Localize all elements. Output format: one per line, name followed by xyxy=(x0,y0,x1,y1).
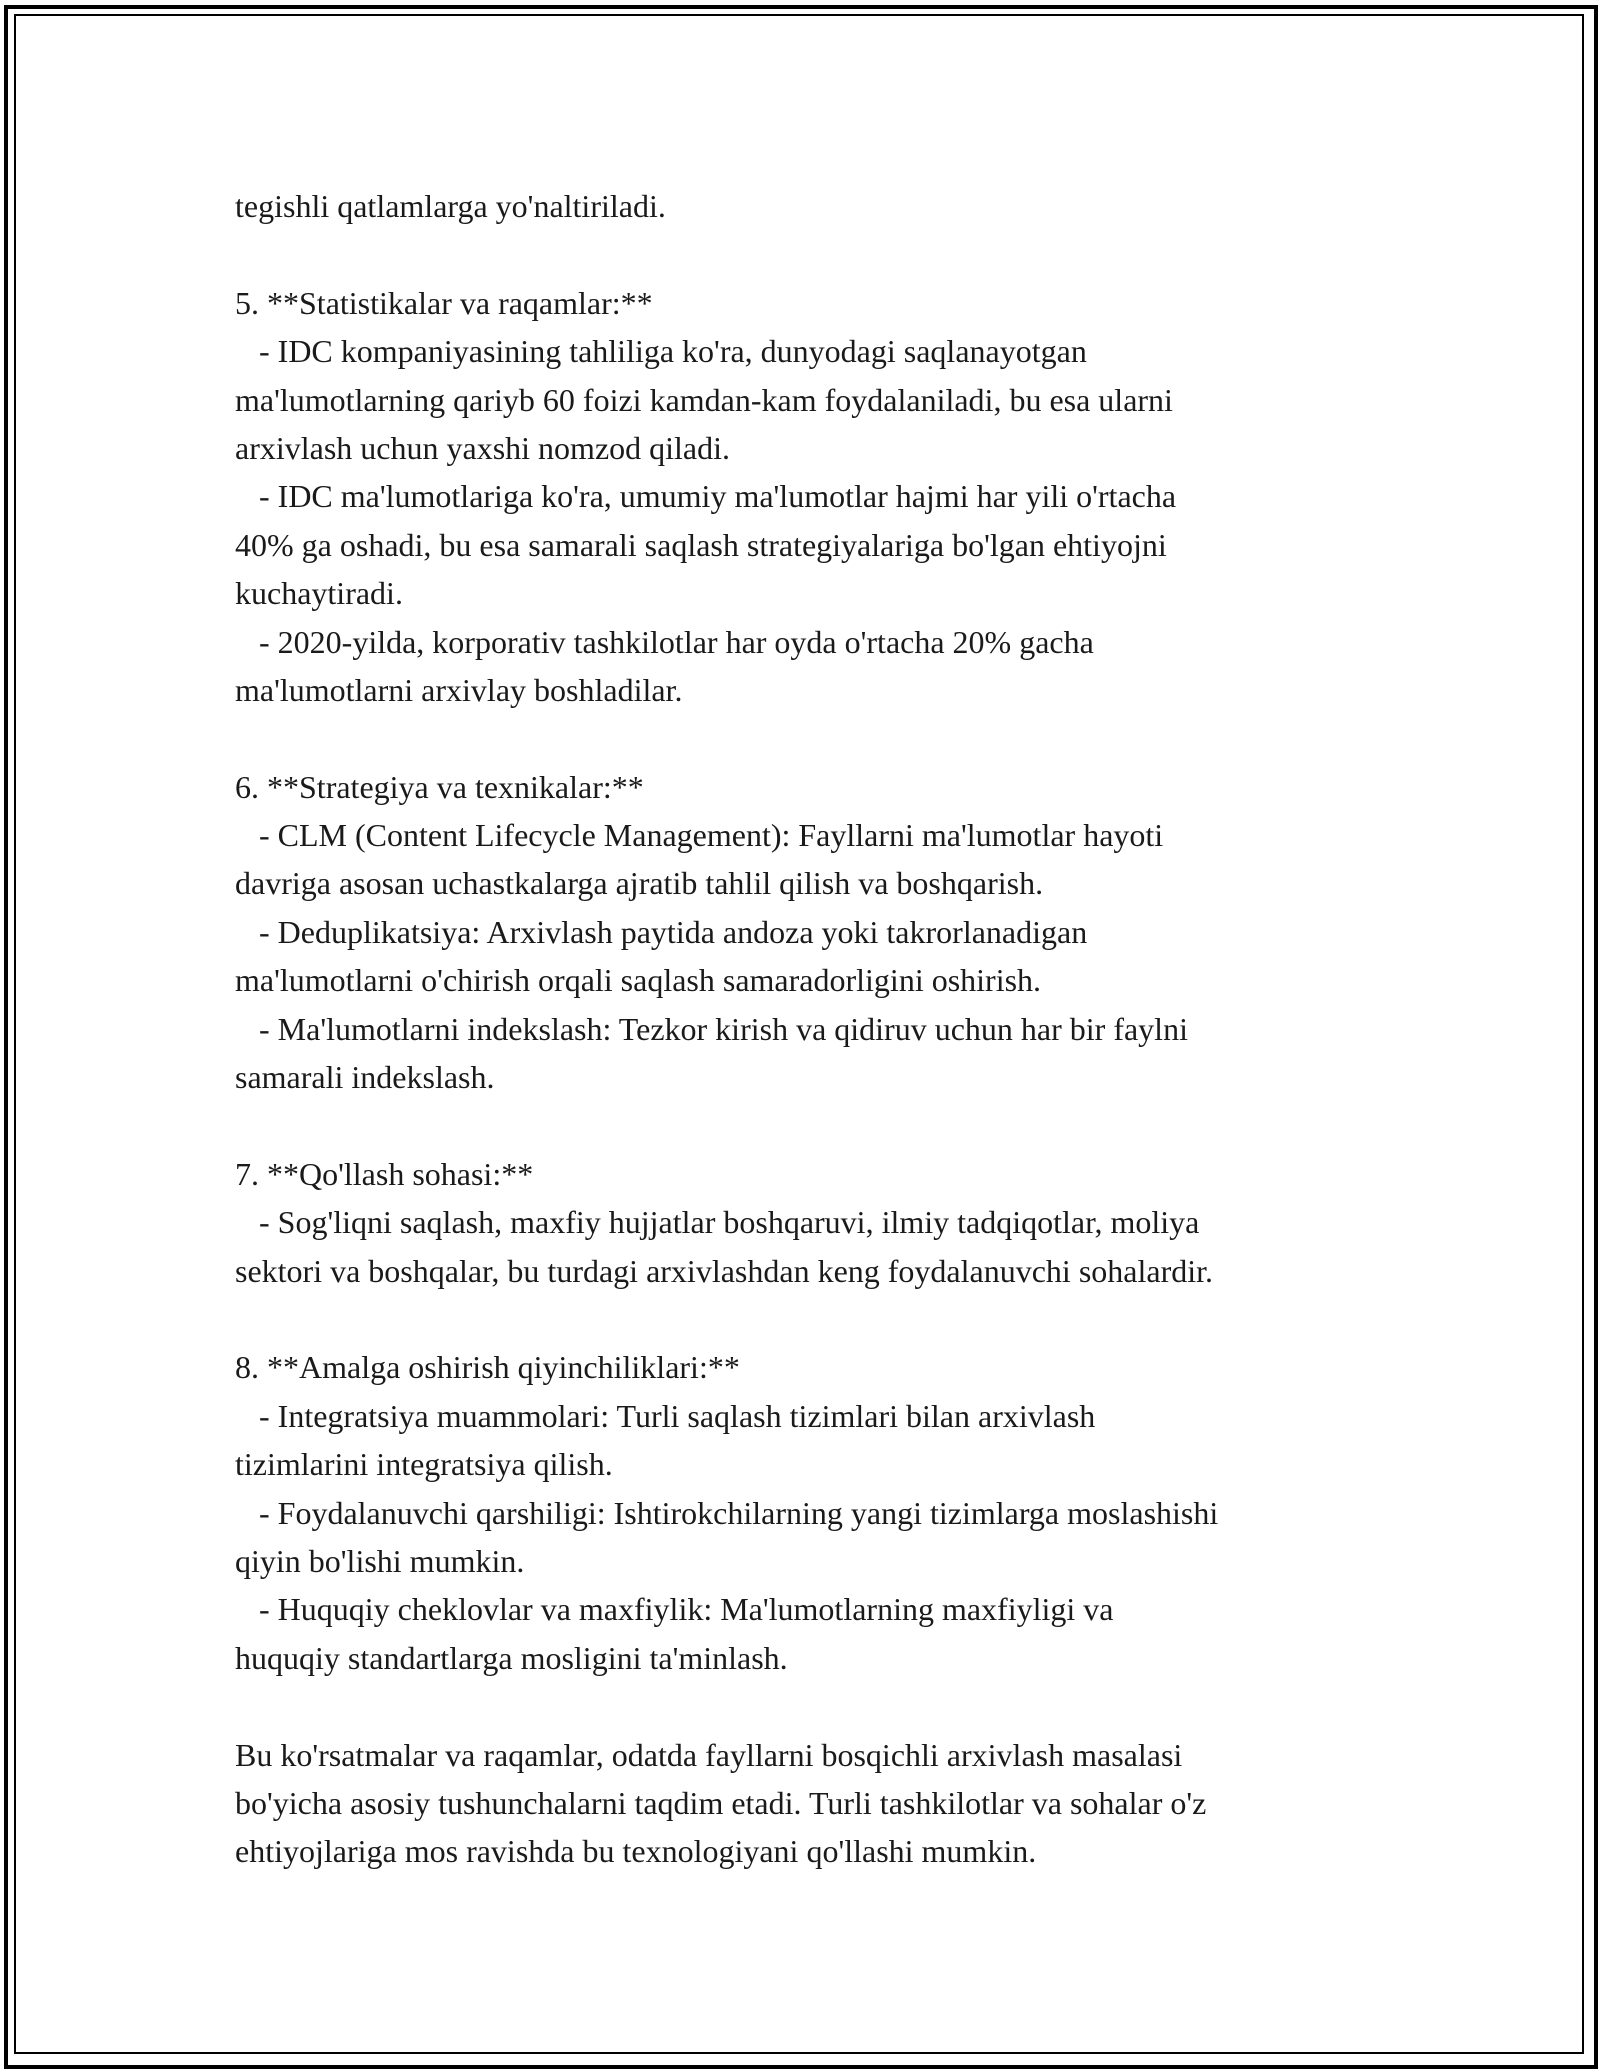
text-line: bo'yicha asosiy tushunchalarni taqdim etadi. Turli tashkilotlar va sohalar o'z xyxy=(235,1784,1207,1821)
text-line: - Deduplikatsiya: Arxivlash paytida andoza yoki takrorlanadigan xyxy=(235,913,1088,950)
text-line: samarali indekslash. xyxy=(235,1059,495,1096)
text-line: - Foydalanuvchi qarshiligi: Ishtirokchilarning yangi tizimlarga moslashishi xyxy=(235,1494,1219,1531)
text-line: ma'lumotlarni o'chirish orqali saqlash samaradorligini oshirish. xyxy=(235,962,1042,999)
blank-line xyxy=(235,230,1415,278)
text-line: huquqiy standartlarga mosligini ta'minlash. xyxy=(235,1639,788,1676)
text-line: - IDC kompaniyasining tahliliga ko'ra, dunyodagi saqlanayotgan xyxy=(235,333,1087,370)
text-line: 40% ga oshadi, bu esa samarali saqlash strategiyalariga bo'lgan ehtiyojni xyxy=(235,526,1167,563)
text-line: kuchaytiradi. xyxy=(235,575,403,612)
text-line: - IDC ma'lumotlariga ko'ra, umumiy ma'lumotlar hajmi har yili o'rtacha xyxy=(235,478,1177,515)
text-line: davriga asosan uchastkalarga ajratib tahlil qilish va boshqarish. xyxy=(235,865,1044,902)
text-line: - Sog'liqni saqlash, maxfiy hujjatlar boshqaruvi, ilmiy tadqiqotlar, moliya xyxy=(235,1204,1200,1241)
text-line: - Integratsiya muammolari: Turli saqlash tizimlari bilan arxivlash xyxy=(235,1397,1096,1434)
text-line: qiyin bo'lishi mumkin. xyxy=(235,1542,525,1579)
section-heading: 8. **Amalga oshirish qiyinchiliklari:** xyxy=(235,1349,740,1386)
text-line: tegishli qatlamlarga yo'naltiriladi. xyxy=(235,188,666,224)
text-line: sektori va boshqalar, bu turdagi arxivlashdan keng foydalanuvchi sohalardir. xyxy=(235,1252,1213,1289)
section-heading: 7. **Qo'llash sohasi:** xyxy=(235,1155,534,1192)
text-line: ehtiyojlariga mos ravishda bu texnologiyani qo'llashi mumkin. xyxy=(235,1833,1037,1870)
text-line: arxivlash uchun yaxshi nomzod qiladi. xyxy=(235,429,731,466)
blank-line xyxy=(235,1101,1415,1149)
blank-line xyxy=(235,1295,1415,1343)
text-line: - CLM (Content Lifecycle Management): Fayllarni ma'lumotlar hayoti xyxy=(235,817,1164,854)
text-line: - Huquqiy cheklovlar va maxfiylik: Ma'lumotlarning maxfiyligi va xyxy=(235,1591,1114,1628)
text-line: ma'lumotlarning qariyb 60 foizi kamdan-kam foydalaniladi, bu esa ularni xyxy=(235,381,1173,418)
text-line: - 2020-yilda, korporativ tashkilotlar har oyda o'rtacha 20% gacha xyxy=(235,623,1094,660)
text-line: Bu ko'rsatmalar va raqamlar, odatda fayllarni bosqichli arxivlash masalasi xyxy=(235,1736,1183,1773)
blank-line xyxy=(235,1682,1415,1730)
text-line: tizimlarini integratsiya qilish. xyxy=(235,1446,613,1483)
text-line: ma'lumotlarni arxivlay boshladilar. xyxy=(235,671,683,708)
blank-line xyxy=(235,714,1415,762)
text-line: - Ma'lumotlarni indekslash: Tezkor kirish va qidiruv uchun har bir faylni xyxy=(235,1010,1188,1047)
section-heading: 6. **Strategiya va texnikalar:** xyxy=(235,768,644,805)
document-body xyxy=(235,182,1415,1876)
section-heading: 5. **Statistikalar va raqamlar:** xyxy=(235,284,653,321)
